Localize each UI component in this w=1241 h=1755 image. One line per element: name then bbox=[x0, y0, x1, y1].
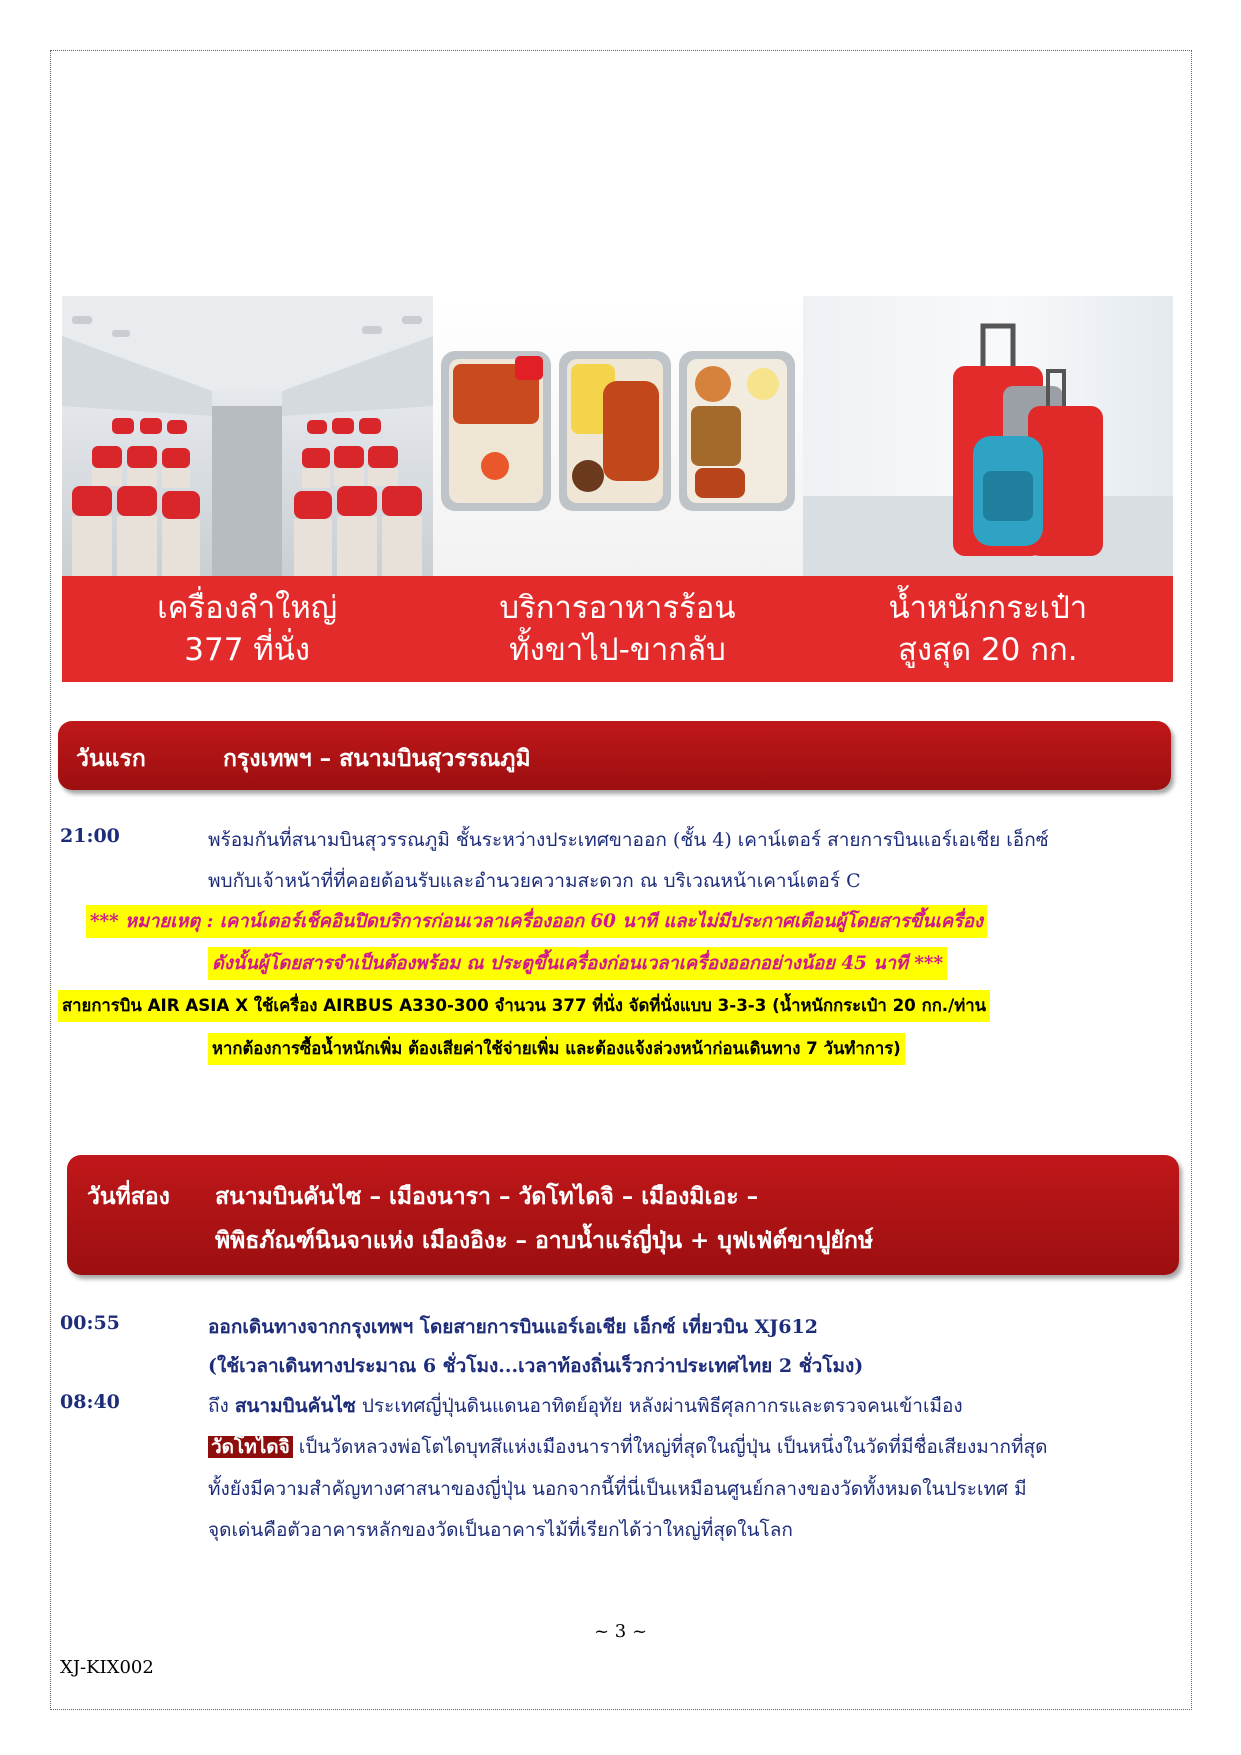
day2-header bbox=[67, 1155, 1179, 1275]
todaiji-desc-line3: จุดเด่นคือตัวอาคารหลักของวัดเป็นอาคารไม้ที่เรียกได้ว่าใหญ่ที่สุดในโลก bbox=[208, 1519, 793, 1541]
banner-caption-bar bbox=[62, 576, 1173, 682]
arrival-prefix: ถึง bbox=[208, 1395, 235, 1417]
day1-title: กรุงเทพฯ – สนามบินสุวรรณภูมิ bbox=[223, 745, 531, 772]
cabin-photo bbox=[62, 296, 433, 576]
airline-info-line2: หากต้องการซื้อน้ำหนักเพิ่ม ต้องเสียค่าใช้จ่ายเพิ่ม และต้องแจ้งล่วงหน้าก่อนเดินทาง 7 วันทำการ) bbox=[208, 1033, 905, 1065]
todaiji-desc1-text: เป็นวัดหลวงพ่อโตไดบุทสึแห่งเมืองนาราที่ใหญ่ที่สุดในญี่ปุ่น เป็นหนึ่งในวัดที่มีชื่อเสียงมากที่สุด bbox=[292, 1436, 1048, 1458]
airline-info-line1: สายการบิน AIR ASIA X ใช้เครื่อง AIRBUS A330-300 จำนวน 377 ที่นั่ง จัดที่นั่งแบบ 3-3-3 (น้ำหนักกระเป๋า 20 กก./ท่าน bbox=[58, 990, 990, 1022]
arrival-suffix: ประเทศญี่ปุ่นดินแดนอาทิตย์อุทัย หลังผ่านพิธีศุลกากรและตรวจคนเข้าเมือง bbox=[355, 1395, 963, 1417]
day1-time-2100: 21:00 bbox=[60, 825, 120, 847]
caption-aircraft bbox=[62, 587, 432, 671]
checkin-note-line2: ดังนั้นผู้โดยสารจำเป็นต้องพร้อม ณ ประตูขึ้นเครื่องก่อนเวลาเครื่องออกอย่างน้อย 45 นาที *** bbox=[208, 947, 947, 980]
day2-arrival-line bbox=[208, 1391, 963, 1421]
day1-header bbox=[58, 721, 1171, 790]
day2-title-line1: สนามบินคันไซ – เมืองนารา – วัดโทไดจิ – เมืองมิเอะ – bbox=[215, 1183, 759, 1210]
day1-label: วันแรก bbox=[76, 745, 146, 772]
day2-label: วันที่สอง bbox=[87, 1183, 170, 1210]
day1-entry-line1: พร้อมกันที่สนามบินสุวรรณภูมิ ชั้นระหว่างประเทศขาออก (ชั้น 4) เคาน์เตอร์ สายการบินแอร์เอเชีย เอ็กซ์ bbox=[208, 829, 1049, 851]
checkin-note-line1: *** หมายเหตุ : เคาน์เตอร์เช็คอินปิดบริการก่อนเวลาเครื่องออก 60 นาที และไม่มีประกาศเตือนผู้โดยสารขึ้นเครื่อง bbox=[86, 905, 987, 938]
kansai-airport: สนามบินคันไซ bbox=[234, 1395, 356, 1417]
luggage-photo bbox=[803, 296, 1173, 576]
caption-baggage-line2: สูงสุด 20 กก. bbox=[897, 632, 1078, 668]
day2-time-0840: 08:40 bbox=[60, 1391, 120, 1413]
caption-aircraft-line1: เครื่องลำใหญ่ bbox=[157, 590, 338, 626]
todaiji-desc-line1 bbox=[208, 1432, 1047, 1462]
day1-entry-line2: พบกับเจ้าหน้าที่ที่คอยต้อนรับและอำนวยความสะดวก ณ บริเวณหน้าเคาน์เตอร์ C bbox=[208, 870, 861, 892]
meals-photo bbox=[433, 296, 803, 576]
caption-baggage-line1: น้ำหนักกระเป๋า bbox=[888, 590, 1088, 626]
todaiji-desc-line2: ทั้งยังมีความสำคัญทางศาสนาของญี่ปุ่น นอกจากนี้ที่นี่เป็นเหมือนศูนย์กลางของวัดทั้งหมดในประเทศ มี bbox=[208, 1478, 1027, 1500]
day2-time-0055: 00:55 bbox=[60, 1312, 120, 1334]
todaiji-tag: วัดโทไดจิ bbox=[208, 1436, 293, 1458]
day2-flight-line1: ออกเดินทางจากกรุงเทพฯ โดยสายการบินแอร์เอเชีย เอ็กซ์ เที่ยวบิน XJ612 bbox=[208, 1316, 818, 1338]
caption-aircraft-line2: 377 ที่นั่ง bbox=[184, 632, 311, 668]
document-code: XJ-KIX002 bbox=[60, 1657, 154, 1678]
page-number: ~ 3 ~ bbox=[593, 1621, 648, 1642]
caption-meals-line2: ทั้งขาไป-ขากลับ bbox=[509, 632, 726, 668]
caption-meals bbox=[432, 587, 802, 671]
promo-banner bbox=[62, 296, 1173, 682]
day2-flight-line2: (ใช้เวลาเดินทางประมาณ 6 ชั่วโมง...เวลาท้องถิ่นเร็วกว่าประเทศไทย 2 ชั่วโมง) bbox=[208, 1355, 864, 1377]
banner-photos bbox=[62, 296, 1173, 576]
caption-baggage bbox=[803, 587, 1173, 671]
caption-meals-line1: บริการอาหารร้อน bbox=[499, 590, 736, 626]
day2-title-line2: พิพิธภัณฑ์นินจาแห่ง เมืองอิงะ – อาบน้ำแร่ญี่ปุ่น + บุฟเฟ่ต์ขาปูยักษ์ bbox=[215, 1227, 874, 1254]
